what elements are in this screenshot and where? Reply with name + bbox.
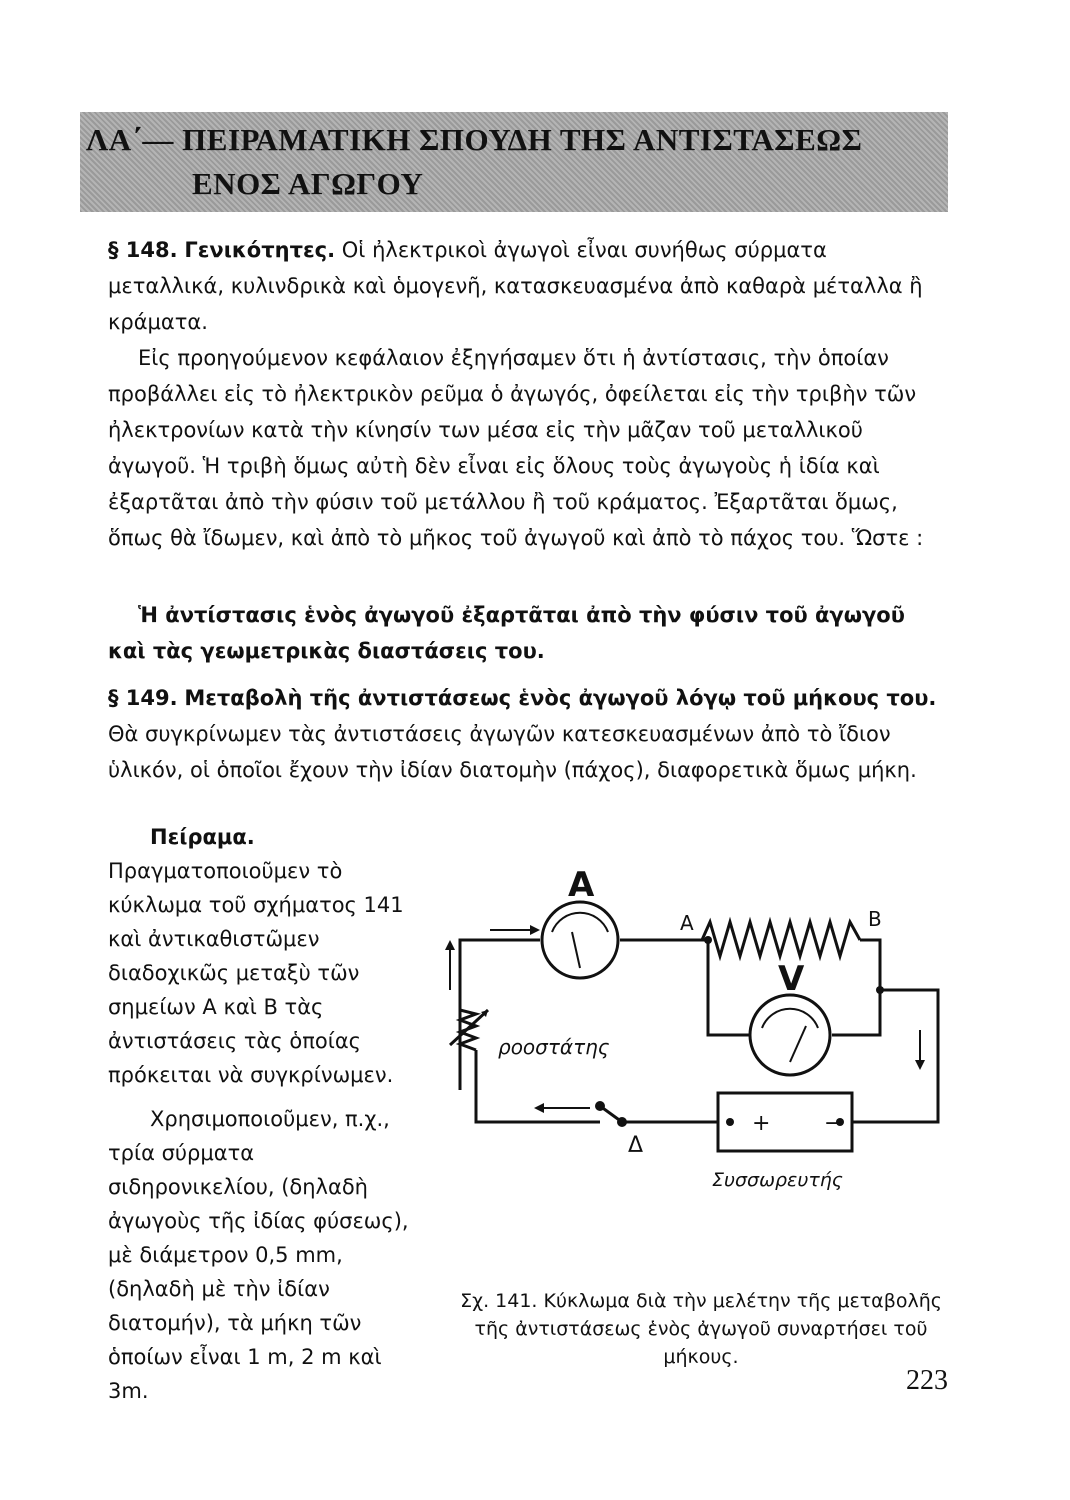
battery-minus-label: − [824,1111,843,1136]
switch-label: Δ [628,1133,644,1158]
chapter-heading-line2: ΕΝΟΣ ΑΓΩΓΟΥ [192,166,424,201]
chapter-heading-line1: ΛΑ΄— ΠΕΙΡΑΜΑΤΙΚΗ ΣΠΟΥΔΗ ΤΗΣ ΑΝΤΙΣΤΑΣΕΩΣ [86,122,863,157]
section-149-number: § 149. [108,686,178,710]
battery-terminal [726,1118,734,1126]
circuit-wire [708,940,750,1035]
section-149-text: Θὰ συγκρίνωμεν τὰς ἀντιστάσεις ἀγωγῶν κατεσκευασμένων ἀπὸ τὸ ἴδιον ὑλικόν, οἱ ὁποῖοι ἔχουν τὴν ἰδίαν διατομὴν (πάχος), διαφορετικὰ ὅμως μήκη. [108,722,917,782]
battery-plus-label: + [752,1111,771,1136]
materials-paragraph: Χρησιμοποιοῦμεν, π.χ., τρία σύρματα σιδηρονικελίου, (δηλαδὴ ἀγωγοὺς τῆς ἰδίας φύσεως), μὲ διάμετρον 0,5 mm, (δηλαδὴ μὲ τὴν ἰδίαν διατομήν), τὰ μήκη τῶν ὁποίων εἶναι 1 m, 2 m καὶ 3m. [108,1107,409,1403]
experiment-label: Πείραμα. [150,825,255,849]
voltmeter-symbol [750,995,830,1075]
chapter-heading-banner [80,112,948,212]
circuit-wire [852,990,938,1122]
voltmeter-label: V [778,959,805,999]
resistor-symbol [702,922,860,956]
circuit-wire [476,1050,600,1122]
point-a-label: A [680,911,694,935]
arrowhead [530,925,540,935]
circuit-diagram [440,850,960,1200]
page-number: 223 [906,1365,948,1396]
experiment-text: Πραγματοποιοῦμεν τὸ κύκλωμα τοῦ σχήματος 141 καὶ ἀντικαθιστῶμεν διαδοχικῶς μεταξὺ τῶν σημείων Α καὶ Β τὰς ἀντιστάσεις τὰς ὁποίας πρόκειται νὰ συγκρίνωμεν. [108,859,404,1087]
battery-label: Συσσωρευτής [712,1169,843,1191]
switch-contact [617,1117,627,1127]
junction-dot [704,936,712,944]
section-148-text: Οἱ ἠλεκτρικοὶ ἀγωγοὶ εἶναι συνήθως σύρματα μεταλλικά, κυλινδρικὰ καὶ ὁμογενῆ, κατασκευασμένα ἀπὸ καθαρὰ μέταλλα ἢ κράματα. [108,238,923,334]
ammeter-label: A [568,865,595,905]
experiment-paragraph [108,820,438,1092]
junction-dot [876,986,884,994]
section-148-paragraph-2: Εἰς προηγούμενον κεφάλαιον ἐξηγήσαμεν ὅτι ἡ ἀντίστασις, τὴν ὁποίαν προβάλλει εἰς τὸ ἠλεκτρικὸν ρεῦμα ὁ ἀγωγός, ὀφείλεται εἰς τὴν τριβὴν τῶν ἠλεκτρονίων κατὰ τὴν κίνησίν των μέσα εἰς τὴν μᾶζαν τοῦ μεταλλικοῦ ἀγωγοῦ. Ἡ τριβὴ ὅμως αὐτὴ δὲν εἶναι εἰς ὅλους τοὺς ἀγωγοὺς ἡ ἰδία καὶ ἐξαρτᾶται ἀπὸ τὴν φύσιν τοῦ μετάλλου ἢ τοῦ κράματος. Ἐξαρτᾶται ὅμως, ὅπως θὰ ἴδωμεν, καὶ ἀπὸ τὸ μῆκος τοῦ ἀγωγοῦ καὶ ἀπὸ τὸ πάχος του. Ὥστε : [108,346,924,550]
section-149-title: Μεταβολὴ τῆς ἀντιστάσεως ἑνὸς ἀγωγοῦ λόγῳ τοῦ μήκους του. [184,686,937,710]
section-148-title: Γενικότητες. [184,238,336,262]
section-148-rule: Ἡ ἀντίστασις ἑνὸς ἀγωγοῦ ἐξαρτᾶται ἀπὸ τὴν φύσιν τοῦ ἀγωγοῦ καὶ τὰς γεωμετρικὰς διαστάσεις του. [108,603,905,663]
arrowhead [915,1060,925,1070]
section-148-paragraph [108,232,930,340]
section-148-number: § 148. [108,238,178,262]
section-149-paragraph [108,680,946,788]
switch-contact [595,1101,605,1111]
point-b-label: B [868,907,882,931]
rheostat-label: ροοστάτης [498,1035,610,1059]
circuit-wire [832,990,880,1035]
figure-caption: Σχ. 141. Κύκλωμα διὰ τὴν μελέτην τῆς μεταβολῆς τῆς ἀντιστάσεως ἑνὸς ἀγωγοῦ συναρτήσει τοῦ μήκους. [460,1290,942,1368]
circuit-wire [860,940,880,990]
arrowhead [534,1103,544,1113]
arrowhead [445,940,455,950]
